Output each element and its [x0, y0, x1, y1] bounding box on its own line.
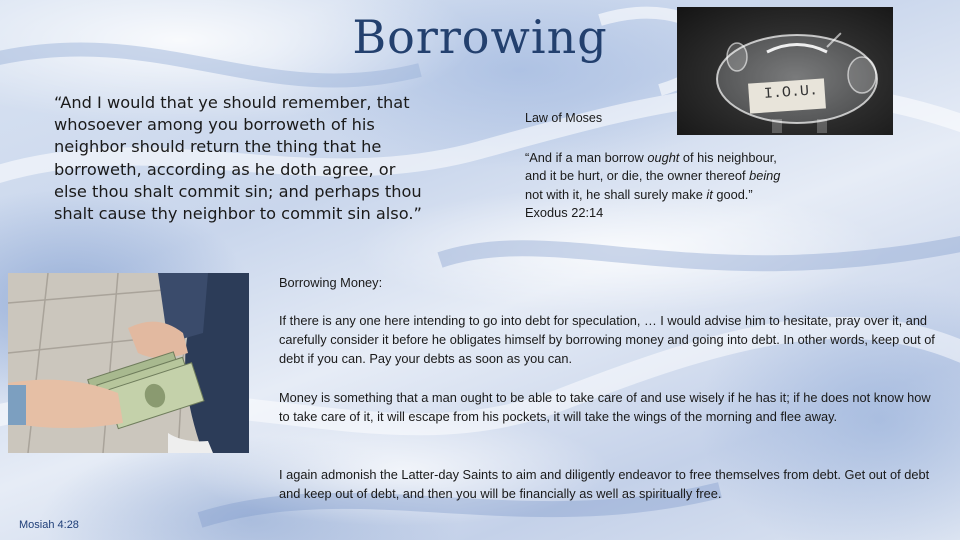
- quote-paragraph: If there is any one here intending to go into debt for speculation, … I would advise him to hesitate, pray over it, and carefully consider it before he obligates himself by borrowing money and going into debt. In other words, keep out of debt if you can. Pay your debts as soon as you can.: [279, 313, 935, 366]
- main-scripture-quote: “And I would that ye should remember, that whosoever among you borroweth of his neighbor should return the thing that he borroweth, according as he doth agree, or else thou shalt commit sin; and perhaps thou shalt cause thy neighbor to commit sin also.”: [54, 93, 422, 224]
- scripture-reference-footnote: Mosiah 4:28: [19, 519, 79, 531]
- money-handoff-photo: [8, 273, 249, 453]
- exodus-quote: [525, 149, 800, 222]
- quote-paragraph: I again admonish the Latter-day Saints to aim and diligently endeavor to free themselves from debt. Get out of debt and keep out of debt, and then you will be financially as well as spiritually free.: [279, 467, 930, 501]
- exodus-quote-text-3: not with it, he shall surely make: [525, 186, 707, 202]
- iou-note-label: I.O.U.: [763, 82, 819, 103]
- exodus-quote-emphasis-3: it: [706, 186, 713, 202]
- borrowing-money-heading: Borrowing Money:: [279, 275, 383, 290]
- piggy-bank-image: [677, 7, 893, 135]
- exodus-quote-text-1: “And if a man borrow: [525, 150, 648, 165]
- exodus-quote-emphasis-2: being: [749, 168, 781, 184]
- exodus-quote-emphasis-1: ought: [647, 150, 680, 165]
- exodus-quote-text-2: of his neighbour, and it be hurt, or die, the owner thereof: [525, 150, 777, 184]
- law-of-moses-label: Law of Moses: [525, 111, 603, 125]
- quote-paragraph: Money is something that a man ought to be able to take care of and use wisely if he has it; if he does not know how to take care of it, it will escape from his pockets, it will take the wings of the morning and flee away.: [279, 390, 931, 424]
- exodus-reference: Exodus 22:14: [525, 204, 604, 220]
- exodus-quote-text-4: good.”: [712, 186, 753, 202]
- page-title: Borrowing: [352, 10, 608, 64]
